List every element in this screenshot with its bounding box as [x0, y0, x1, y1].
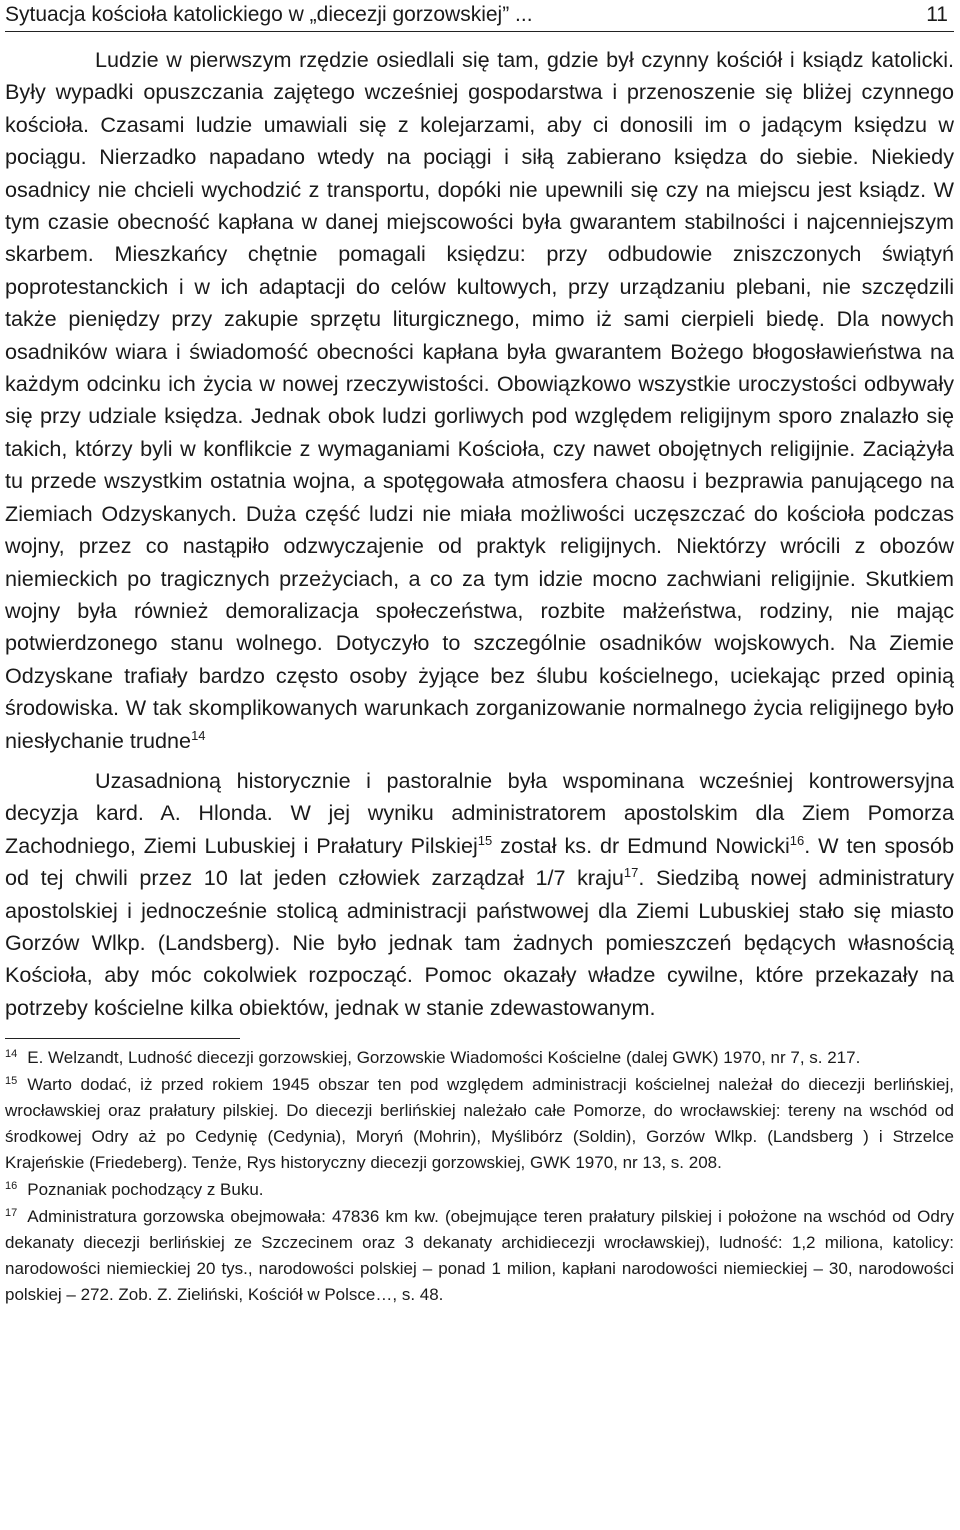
body-paragraph-2 [5, 765, 954, 1024]
paragraph-2-text-a: Uzasadnioną historycznie i pastoralnie była wspominana wcześniej kontrowersyjna decyzja kard. A. Hlonda. W jej wyniku administratorem apostolskim dla Ziem Pomorza Zachodniego, Ziemi Lubuskiej i Prałatury Pilskiej [5, 767, 954, 858]
running-title: Sytuacja kościoła katolickiego w „diecezji gorzowskiej” ... [5, 3, 533, 26]
page-number: 11 [926, 3, 948, 26]
running-header [5, 0, 954, 32]
footnote-separator [5, 1038, 240, 1039]
footnote-ref-14[interactable]: 14 [191, 727, 206, 743]
paragraph-1-text: Ludzie w pierwszym rzędzie osiedlali się tam, gdzie był czynny kościół i ksiądz katolicki. Były wypadki opuszczania zajętego wcześniej gospodarstwa i przenoszenie się bliżej czynnego kościoła. Czasami ludzie umawiali się z kolejarzami, aby ci donosili im o jadącym księdzu w pociągu. Nierzadko napadano wtedy na pociągi i siłą zabierano księdza do siebie. Niekiedy osadnicy nie chcieli wychodzić z transportu, dopóki nie upewnili się czy na miejscu jest ksiądz. W tym czasie obecność kapłana w danej miejscowości była gwarantem stabilności i najcenniejszym skarbem. Mieszkańcy chętnie pomagali księdzu: przy odbudowie zniszczonych świątyń poprotestanckich i w ich adaptacji do celów kultowych, przy urządzaniu plebani, nie szczędzili także pieniędzy przy zakupie sprzętu liturgicznego, mimo iż sami cierpieli biedę. Dla nowych osadników wiara i świadomość obecności kapłana była gwarantem Bożego błogosławieństwa na każdym odcinku ich życia w nowej rzeczywistości. Obowiązkowo wszystkie uroczystości odbywały się przy udziale księdza. Jednak obok ludzi gorliwych pod względem religijnym sporo znalazło się takich, którzy byli w konflikcie z wymaganiami Kościoła, czy nawet obojętnych religijnie. Zaciążyła tu przede wszystkim ostatnia wojna, a spotęgowała atmosfera chaosu i bezprawia panującego na Ziemiach Odzyskanych. Duża część ludzi nie miała możliwości uczęszczać do kościoła podczas wojny, przez co nastąpiło odzwyczajenie od praktyk religijnych. Niektórzy wrócili z obozów niemieckich po tragicznych przeżyciach, a co za tym idzie mocno zachwiani religijnie. Skutkiem wojny była również demoralizacja społeczeństwa, rozbite małżeństwa, rodziny, nie mając potwierdzonego stanu wolnego. Dotyczyło to szczególnie osadników wojskowych. Na Ziemie Odzyskane trafiały bardzo często osoby żyjące bez ślubu kościelnego, uciekając przed opinią środowiska. W tak skomplikowanych warunkach zorganizowanie normalnego życia religijnego było niesłychanie trudne [5, 47, 954, 753]
body-paragraph-1 [5, 44, 954, 757]
footnote-17 [5, 1204, 954, 1308]
footnote-14 [5, 1045, 954, 1071]
footnote-text: Poznaniak pochodzący z Buku. [27, 1180, 264, 1200]
footnote-ref-15[interactable]: 15 [477, 832, 493, 848]
footnote-text: E. Welzandt, Ludność diecezji gorzowskiej, Gorzowskie Wiadomości Kościelne (dalej GWK) 1970, nr 7, s. 217. [27, 1048, 861, 1068]
footnote-text: Warto dodać, iż przed rokiem 1945 obszar ten pod względem administracji kościelnej należał do diecezji berlińskiej, wrocławskiej oraz prałatury pilskiej. Do diecezji berlińskiej należało całe Pomorze, do wrocławskiej: tereny na wschód od środkowej Odry aż po Cedynię (Cedynia), Moryń (Mohrin), Myślibórz (Soldin), Gorzów Wlkp. (Landsberg ) i Strzelce Krajeńskie (Friedeberg). Tenże, Rys historyczny diecezji gorzowskiej, GWK 1970, nr 13, s. 208. [5, 1075, 954, 1173]
footnote-16 [5, 1177, 954, 1203]
paragraph-2-text-b: został ks. dr Edmund Nowicki [492, 832, 790, 858]
footnote-number: 14 [5, 1047, 18, 1060]
footnote-15 [5, 1072, 954, 1176]
footnote-number: 15 [5, 1074, 18, 1087]
paragraph-gap [5, 757, 954, 765]
footnote-number: 16 [5, 1179, 18, 1192]
paragraph-2-text-c: . W ten sposób od tej chwili przez 10 lat jeden człowiek zarządzał 1/7 kraju [5, 832, 955, 891]
footnote-text: Administratura gorzowska obejmowała: 47836 km kw. (obejmujące teren prałatury pilskiej i położone na wschód od Odry dekanaty diecezji berlińskiej ze Szczecinem oraz 3 dekanaty archidiecezji wrocławskiej), ludność: 1,2 miliona, katolicy: narodowości niemieckiej 20 tys., narodowości polskiej – ponad 1 milion, kapłani narodowości niemieckiej – 30, narodowości polskiej – 272. Zob. Z. Zieliński, Kościół w Polsce…, s. 48. [5, 1207, 954, 1305]
footnote-ref-17[interactable]: 17 [623, 864, 639, 880]
paragraph-2-text-d: . Siedzibą nowej administratury apostolskiej i jednocześnie stolicą administracji państwowej dla Ziemi Lubuskiej stało się miasto Gorzów Wlkp. (Landsberg). Nie było jednak tam żadnych pomieszczeń będących własnością Kościoła, aby móc cokolwiek rozpocząć. Pomoc okazały władze cywilne, które przekazały na potrzeby kościelne kilka obiektów, jednak w stanie zdewastowanym. [5, 865, 955, 1020]
footnote-ref-16[interactable]: 16 [789, 832, 805, 848]
footnotes [5, 1045, 954, 1308]
footnote-number: 17 [5, 1206, 18, 1219]
